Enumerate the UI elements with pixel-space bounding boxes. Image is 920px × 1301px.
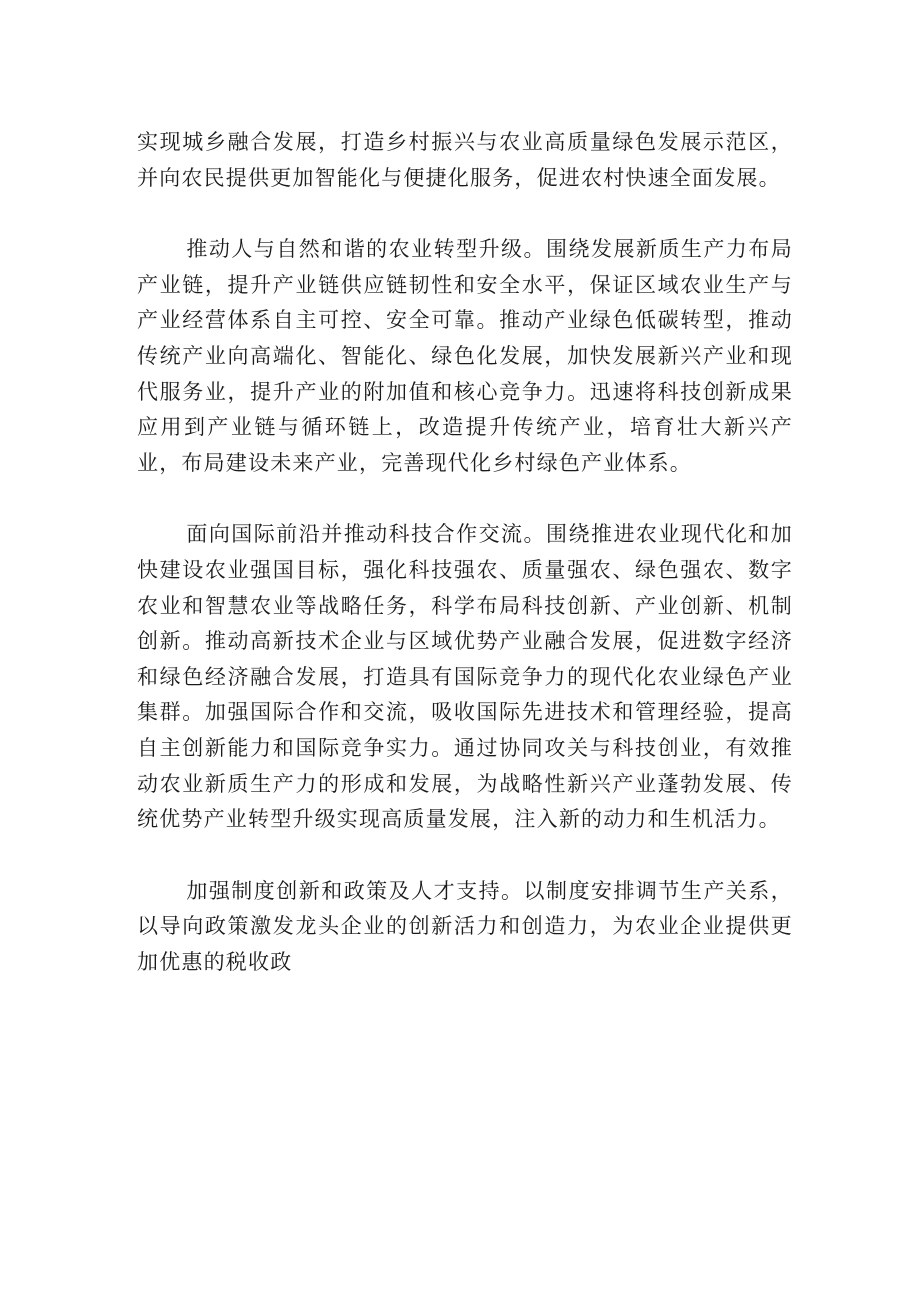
paragraph-international-cooperation: 面向国际前沿并推动科技合作交流。围绕推进农业现代化和加快建设农业强国目标，强化科技强农、质量强农、绿色强农、数字农业和智慧农业等战略任务，科学布局科技创新、产业创新、机制创新。推动高新技术企业与区域优势产业融合发展，促进数字经济和绿色经济融合发展，打造具有国际竞争力的现代化农业绿色产业集群。加强国际合作和交流，吸收国际先进技术和管理经验，提高自主创新能力和国际竞争实力。通过协同攻关与科技创业，有效推动农业新质生产力的形成和发展，为战略性新兴产业蓬勃发展、传统优势产业转型升级实现高质量发展，注入新的动力和生机活力。: [137, 522, 793, 832]
document-body: [137, 125, 793, 980]
paragraph-institutional-innovation: 加强制度创新和政策及人才支持。以制度安排调节生产关系，以导向政策激发龙头企业的创新活力和创造力，为农业企业提供更加优惠的税收政: [137, 878, 793, 974]
paragraph-continuation: 实现城乡融合发展，打造乡村振兴与农业高质量绿色发展示范区，并向农民提供更加智能化与便捷化服务，促进农村快速全面发展。: [137, 130, 793, 190]
paragraph-industrial-upgrade: 推动人与自然和谐的农业转型升级。围绕发展新质生产力布局产业链，提升产业链供应链韧性和安全水平，保证区域农业生产与产业经营体系自主可控、安全可靠。推动产业绿色低碳转型，推动传统产业向高端化、智能化、绿色化发展，加快发展新兴产业和现代服务业，提升产业的附加值和核心竞争力。迅速将科技创新成果应用到产业链与循环链上，改造提升传统产业，培育壮大新兴产业，布局建设未来产业，完善现代化乡村绿色产业体系。: [137, 237, 793, 475]
